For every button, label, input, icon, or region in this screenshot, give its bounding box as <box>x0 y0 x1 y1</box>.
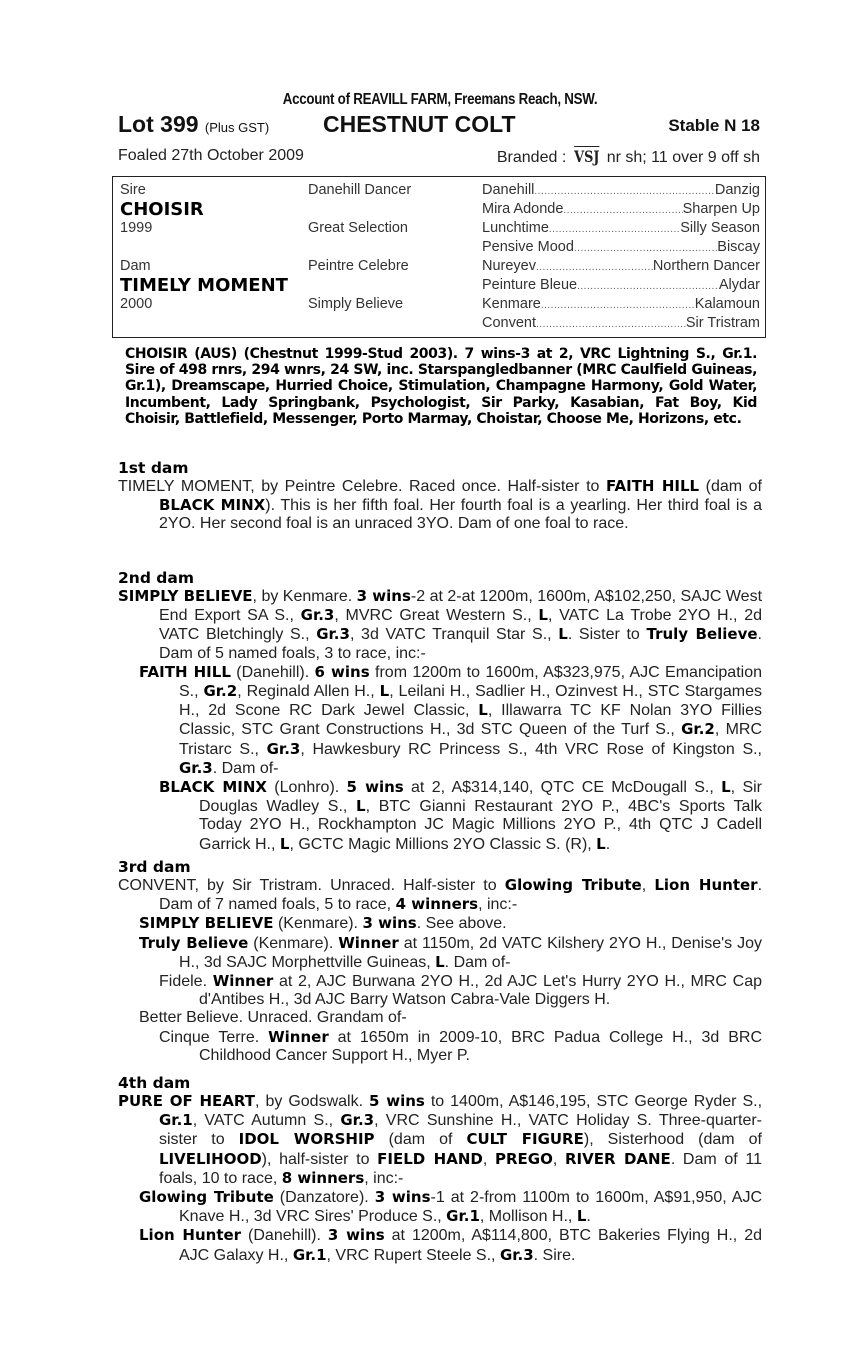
sire-label: Sire <box>120 182 146 198</box>
pedigree-parents <box>120 181 300 314</box>
pedigree-row: Kenmare ..... Kalamoun <box>482 295 760 314</box>
plus-gst-note: (Plus GST) <box>204 120 270 135</box>
pedigree-row: Pensive Mood ..... Biscay <box>482 238 760 257</box>
dam-name: TIMELY MOMENT <box>120 275 288 296</box>
granddam-maternal: Simply Believe <box>308 296 404 312</box>
branded-description: nr sh; 11 over 9 off sh <box>606 149 760 166</box>
branding-info <box>497 147 760 167</box>
dam-paragraph: SIMPLY BELIEVE, by Kenmare. 3 wins-2 at 2-at 1200m, 1600m, A$102,250, SAJC West End Export SA S., Gr.3, MVRC Great Western S., L, VATC La Trobe 2YO H., 2d VATC Bletchingly S., Gr.3, 3d VATC Tranquil Star S., L. Sister to Truly Believe. Dam of 5 named foals, 3 to race, inc:- <box>118 587 763 662</box>
pedigree-grandparents <box>308 181 478 314</box>
pedigree-great-grandparents <box>482 181 760 333</box>
pedigree-row: Convent ..... Sir Tristram <box>482 314 760 333</box>
progeny-entry: BLACK MINX (Lonhro). 5 wins at 2, A$314,140, QTC CE McDougall S., L, Sir Douglas Wadley S., L, BTC Gianni Restaurant 2YO P., 4BC's Sports Talk Today 2YO H., Rockhampton JC Magic Millions 2YO P., 4th QTC J Cadell Garrick H., L, GCTC Magic Millions 2YO Classic S. (R), L. <box>159 778 763 853</box>
section-heading: 1st dam <box>118 459 189 477</box>
pedigree-row: Peinture Bleue ..... Alydar <box>482 276 760 295</box>
grandsire-maternal: Peintre Celebre <box>308 258 409 274</box>
lot-label: Lot 399 <box>118 111 199 137</box>
foaled-date: Foaled 27th October 2009 <box>118 147 304 164</box>
sire-summary: CHOISIR (AUS) (Chestnut 1999-Stud 2003). 7 wins-3 at 2, VRC Lightning S., Gr.1. Sire of 498 rnrs, 294 wnrs, 24 SW, inc. Starspangledbanner (MRC Caulfield Guineas, Gr.1), Dreamscape, Hurried Choice, Stimulation, Champagne Harmony, Gold Water, Incumbent, Lady Springbank, Psychologist, Sir Parky, Kasabian, Fat Boy, Kid Choisir, Battlefield, Messenger, Porto Marmay, Choistar, Choose Me, Horizons, etc. <box>125 346 757 427</box>
section-heading: 2nd dam <box>118 569 195 587</box>
third-dam-section <box>118 858 762 1065</box>
dam-year: 2000 <box>120 296 153 312</box>
dam-paragraph: CONVENT, by Sir Tristram. Unraced. Half-sister to Glowing Tribute, Lion Hunter. Dam of 7 named foals, 5 to race, 4 winners, inc:- <box>118 876 763 914</box>
pedigree-row: Mira Adonde ..... Sharpen Up <box>482 200 760 219</box>
pedigree-row: Danehill ..... Danzig <box>482 181 760 200</box>
dam-label: Dam <box>120 258 151 274</box>
pedigree-row: Nureyev ..... Northern Dancer <box>482 257 760 276</box>
lot-line <box>118 111 762 139</box>
sire-name: CHOISIR <box>120 199 204 220</box>
progeny-entry: Cinque Terre. Winner at 1650m in 2009-10, BRC Padua College H., 3d BRC Childhood Cancer Support H., Myer P. <box>159 1027 762 1064</box>
fourth-dam-section <box>118 1074 762 1265</box>
pedigree-row: Lunchtime ..... Silly Season <box>482 219 760 238</box>
section-heading: 3rd dam <box>118 858 191 876</box>
progeny-entry: SIMPLY BELIEVE (Kenmare). 3 wins. See above. <box>139 914 507 933</box>
pedigree-table <box>112 176 766 338</box>
dam-paragraph: TIMELY MOMENT, by Peintre Celebre. Raced once. Half-sister to FAITH HILL (dam of BLACK MINX). This is her fifth foal. Her fourth foal is a yearling. Her third foal is a 2YO. Her second foal is an unraced 3YO. Dam of one foal to race. <box>118 477 763 533</box>
stable-location: Stable N 18 <box>668 116 760 135</box>
progeny-entry: Glowing Tribute (Danzatore). 3 wins-1 at 2-from 1100m to 1600m, A$91,950, AJC Knave H., 3d VRC Sires' Produce S., Gr.1, Mollison H., L. <box>139 1188 763 1226</box>
section-heading: 4th dam <box>118 1074 191 1092</box>
lot-number <box>118 111 269 138</box>
sire-year: 1999 <box>120 220 153 236</box>
brand-mark-icon: $\overline{VSJ}$ <box>573 147 600 166</box>
progeny-entry: Better Believe. Unraced. Grandam of- <box>139 1009 407 1027</box>
second-dam-section <box>118 569 762 854</box>
progeny-entry: Truly Believe (Kenmare). Winner at 1150m, 2d VATC Kilshery 2YO H., Denise's Joy H., 3d SAJC Morphettville Guineas, L. Dam of- <box>139 933 762 971</box>
progeny-entry: Lion Hunter (Danehill). 3 wins at 1200m, A$114,800, BTC Bakeries Flying H., 2d AJC Galaxy H., Gr.1, VRC Rupert Steele S., Gr.3. Sire. <box>139 1226 762 1264</box>
horse-description: CHESTNUT COLT <box>323 111 516 137</box>
vendor-account: Account of REAVILL FARM, Freemans Reach, NSW. <box>282 91 598 108</box>
progeny-entry: FAITH HILL (Danehill). 6 wins from 1200m to 1600m, A$323,975, AJC Emancipation S., Gr.2, Reginald Allen H., L, Leilani H., Sadlier H., Ozinvest H., STC Stargames H., 2d Scone RC Dark Jewel Classic, L, Illawarra TC KF Nolan 3YO Fillies Classic, STC Grant Constructions H., 3d STC Queen of the Turf S., Gr.2, MRC Tristarc S., Gr.3, Hawkesbury RC Princess S., 4th VRC Rose of Kingston S., Gr.3. Dam of- <box>139 662 763 777</box>
granddam-paternal: Great Selection <box>308 220 408 236</box>
dam-paragraph: PURE OF HEART, by Godswalk. 5 wins to 1400m, A$146,195, STC George Ryder S., Gr.1, VATC Autumn S., Gr.3, VRC Sunshine H., VATC Holiday S. Three-quarter-sister to IDOL WORSHIP (dam of CULT FIGURE), Sisterhood (dam of LIVELIHOOD), half-sister to FIELD HAND, PREGO, RIVER DANE. Dam of 11 foals, 10 to race, 8 winners, inc:- <box>118 1092 763 1187</box>
grandsire-paternal: Danehill Dancer <box>308 182 412 198</box>
progeny-entry: Fidele. Winner at 2, AJC Burwana 2YO H., 2d AJC Let's Hurry 2YO H., MRC Cap d'Antibes H., 3d AJC Barry Watson Cabra-Vale Diggers H. <box>159 972 763 1009</box>
first-dam-section <box>118 459 762 534</box>
branded-label: Branded : <box>496 149 567 166</box>
